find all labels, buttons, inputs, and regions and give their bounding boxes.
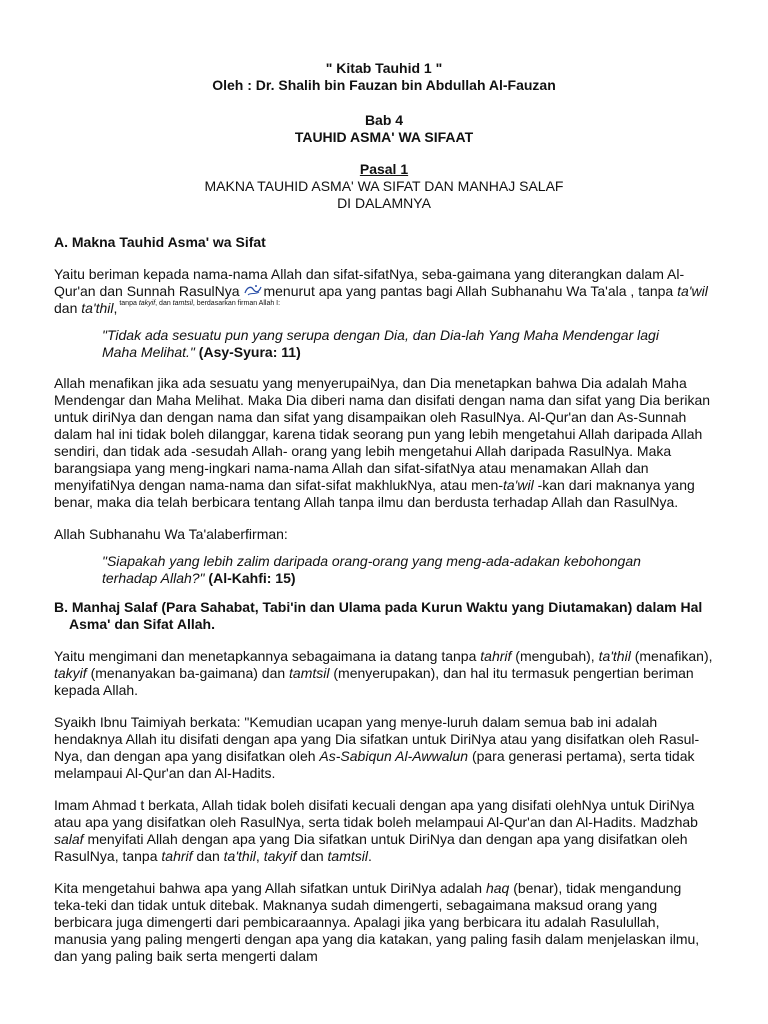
book-title-block [54,60,714,94]
salallahu-alaihi-wasallam-icon [243,283,263,297]
section-a-paragraph-2: Allah menafikan jika ada sesuatu yang menyerupaiNya, dan Dia menetapkan bahwa Dia adalah Maha Mendengar dan Maha Melihat. Maka Dia diberi nama dan disifati dengan nama dan sifat yang Dia berikan untuk diriNya dan dengan nama dan sifat yang disampaikan oleh RasulNya. Al-Qur'an dan As-Sunnah dalam hal ini tidak boleh dilanggar, karena tidak seorang pun yang lebih mengetahui Allah daripada Allah sendiri, dan tidak ada -sesudah Allah- orang yang lebih mengetahui Allah daripada RasulNya. Maka barangsiapa yang meng-ingkari nama-nama Allah dan sifat-sifatNya atau menamakan Allah dan menyifatiNya dengan nama-nama dan sifat-sifat makhlukNya, atau men-ta'wil -kan dari maknanya yang benar, maka dia telah berbicara tentang Allah tanpa ilmu dan berdusta terhadap Allah dan RasulNya. [54,375,711,510]
section-heading [54,161,714,212]
section-a-paragraph-1: Yaitu beriman kepada nama-nama Allah dan sifat-sifatNya, seba-gaimana yang diterangkan dalam Al-Qur'an dan Sunnah RasulNya menurut apa yang pantas bagi Allah Subhanahu Wa Ta'ala , tanpa ta'wil dan ta'thil, $^{tanpa takyif, dan tamtsil, berdasarkan firman Allah I:}$ [54,266,708,316]
chapter-title: TAUHID ASMA' WA SIFAAT [294,129,474,145]
section-a-paragraph-3: Allah Subhanahu Wa Ta'alaberfirman: [54,526,288,542]
quote-al-kahfi: "Siapakah yang lebih zalim daripada orang-orang yang meng-ada-adakan kebohongan terhadap Allah?" (Al-Kahfi: 15) [102,553,641,586]
section-b-paragraph-2: Syaikh Ibnu Taimiyah berkata: "Kemudian ucapan yang menye-luruh dalam semua bab ini adalah hendaknya Allah itu disifati dengan apa yang Dia sifatkan untuk DiriNya atau yang disifatkan oleh Rasul-Nya, dan dengan apa yang disifatkan oleh As-Sabiqun Al-Awwalun (para generasi pertama), serta tidak melampaui Al-Qur'an dan Al-Hadits. [54,714,700,781]
footnote-small-text: tanpa takyif, dan tamtsil, berdasarkan firman Allah I: [117,300,281,307]
chapter-number: Bab 4 [364,112,404,128]
section-b-paragraph-1: Yaitu mengimani dan menetapkannya sebagaimana ia datang tanpa tahrif (mengubah), ta'thil (menafikan), takyif (menanyakan ba-gaimana) dan tamtsil (menyerupakan), dan hal itu termasuk pengertian beriman kepada Allah. [54,648,713,698]
pasal-label: Pasal 1 [359,161,409,177]
section-b-heading: B. Manhaj Salaf (Para Sahabat, Tabi'in dan Ulama pada Kurun Waktu yang Diutamakan) dalam Hal Asma' dan Sifat Allah. [54,599,703,632]
pasal-title-line1: MAKNA TAUHID ASMA' WA SIFAT DAN MANHAJ SALAF [204,178,564,194]
book-author: Oleh : Dr. Shalih bin Fauzan bin Abdullah Al-Fauzan [212,77,556,93]
section-b-paragraph-3: Imam Ahmad t berkata, Allah tidak boleh disifati kecuali dengan apa yang disifati olehNya untuk DiriNya atau apa yang disifatkan oleh RasulNya, serta tidak boleh melampaui Al-Qur'an dan Al-Hadits. Madzhab salaf menyifati Allah dengan apa yang Dia sifatkan untuk DiriNya dan dengan apa yang disifatkan oleh RasulNya, tanpa tahrif dan ta'thil, takyif dan tamtsil. [54,797,698,864]
pasal-title-line2: DI DALAMNYA [337,195,431,211]
book-title: " Kitab Tauhid 1 " [325,60,443,76]
section-b-paragraph-4: Kita mengetahui bahwa apa yang Allah sifatkan untuk DiriNya adalah haq (benar), tidak mengandung teka-teki dan tidak untuk ditebak. Maknanya sudah dimengerti, sebagaimana maksud orang yang berbicara juga dimengerti dari pembicaraannya. Apalagi jika yang berbicara itu adalah Rasulullah, manusia yang paling mengerti dengan apa yang dia katakan, yang paling fasih dalam menjelaskan ilmu, dan yang paling baik serta mengerti dalam [54,880,700,964]
chapter-heading [54,112,714,146]
section-a-heading: A. Makna Tauhid Asma' wa Sifat [54,234,266,250]
quote-asy-syura: "Tidak ada sesuatu pun yang serupa dengan Dia, dan Dia-lah Yang Maha Mendengar lagi Maha Melihat." (Asy-Syura: 11) [102,327,659,360]
